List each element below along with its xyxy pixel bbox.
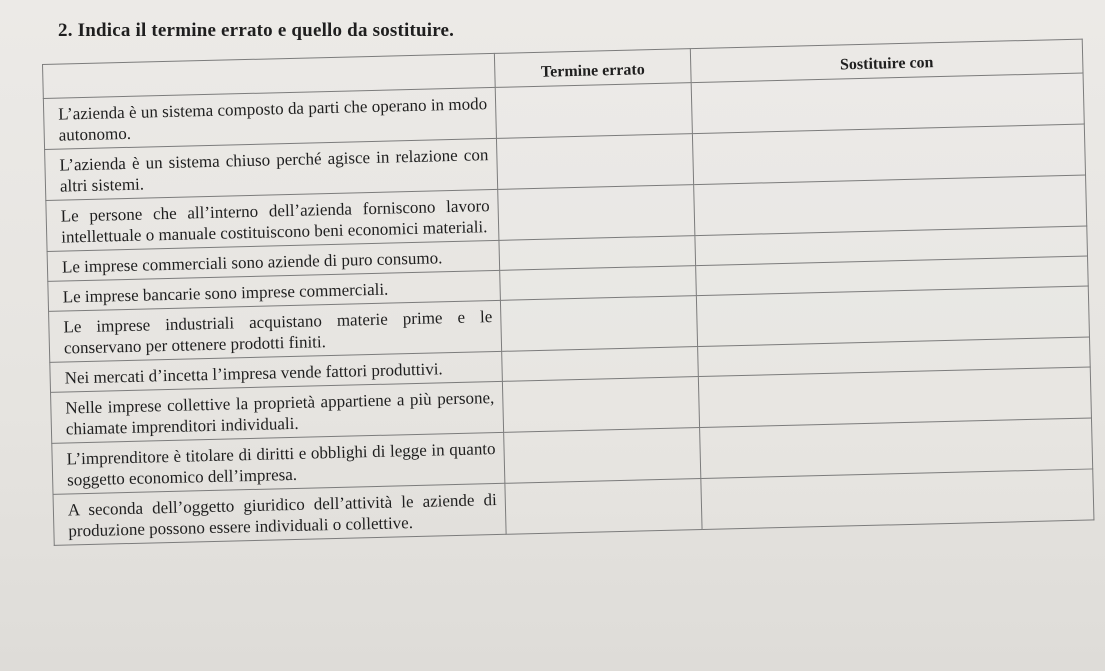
wrong-term-answer-cell[interactable] (505, 479, 702, 535)
wrong-term-answer-cell[interactable] (495, 83, 692, 139)
wrong-term-answer-cell[interactable] (498, 185, 695, 241)
wrong-term-answer-cell[interactable] (496, 134, 693, 190)
statement-text: Nelle imprese collettive la proprietà appartiene a più persone, chiamate imprenditori individuali. (65, 388, 495, 439)
statement-text: Le imprese industriali acquistano materie prime e le conservano per ottenere prodotti finiti. (63, 307, 493, 358)
statement-text: L’azienda è un sistema composto da parti che operano in modo autonomo. (57, 94, 488, 145)
statement-cell (53, 483, 506, 545)
wrong-term-answer-cell[interactable] (500, 266, 697, 301)
statement-text: L’imprenditore è titolare di diritti e obblighi di legge in quanto soggetto economico dell’impresa. (66, 439, 496, 490)
wrong-term-answer-cell[interactable] (499, 236, 696, 271)
statement-text: A seconda dell’oggetto giuridico dell’attività le aziende di produzione possono essere individuali o collettive. (67, 490, 498, 541)
statement-text: Le persone che all’interno dell’azienda forniscono lavoro intellettuale o manuale costituiscono beni economici materiali. (60, 196, 490, 247)
exercise-table-container (42, 39, 1095, 624)
statement-text: Nei mercati d’incetta l’impresa vende fattori produttivi. (64, 359, 443, 388)
wrong-term-answer-cell[interactable] (504, 428, 701, 484)
exercise-title: 2. Indica il termine errato e quello da sostituire. (58, 20, 455, 41)
wrong-term-answer-cell[interactable] (502, 347, 699, 382)
statement-text: Le imprese commerciali sono aziende di puro consumo. (61, 248, 443, 277)
header-wrong-term: Termine errato (494, 49, 691, 88)
header-replace-with: Sostituire con (690, 39, 1083, 83)
statement-text: Le imprese bancarie sono imprese commerciali. (62, 279, 389, 307)
wrong-term-answer-cell[interactable] (502, 377, 699, 433)
replace-with-answer-cell[interactable] (701, 469, 1094, 530)
wrong-term-answer-cell[interactable] (500, 296, 697, 352)
exercise-table (42, 39, 1094, 546)
statement-text: L’azienda è un sistema chiuso perché agisce in relazione con altri sistemi. (59, 145, 489, 196)
